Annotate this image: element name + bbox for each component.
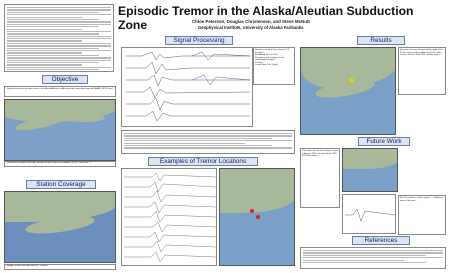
future-work-header: Future Work — [358, 137, 410, 146]
references-header: References — [352, 236, 410, 245]
examples-header: Examples of Tremor Locations — [148, 157, 258, 166]
poster-authors: Chloe Peterson, Douglas Christensen, and Steve McNutt — [192, 19, 310, 24]
future-work-text-2: We will continue to locate tremor ... in different times of the year ... — [398, 195, 446, 235]
station-coverage-map — [4, 191, 116, 263]
future-work-text: The events used in this study occurred in August, 2002, the most of the 1999-2001 slow event ... — [300, 148, 340, 208]
distribution-caption: Distribution of station coverage. Stations include 2006-2008 (BEAAR, MOOS, PASSCAL...) — [4, 161, 116, 167]
waveform-panel — [121, 47, 253, 127]
signal-step-4: Location — [255, 61, 263, 64]
references-text — [300, 247, 446, 269]
results-header: Results — [357, 36, 405, 45]
station-caption: BEAAR station coverage with red ... stations ... — [4, 264, 116, 270]
signal-steps — [253, 47, 295, 85]
examples-map — [219, 168, 295, 266]
waveform-traces — [122, 48, 254, 128]
signal-step-5: Locate Flow Calc. (Grid) — [255, 64, 278, 66]
future-work-traces — [343, 195, 397, 235]
objective-header: Objective — [42, 75, 88, 84]
poster-title: Episodic Tremor in the Alaska/Aleutian Subduction Zone — [118, 4, 414, 32]
examples-seismograms — [121, 168, 217, 266]
signal-processing-header: Signal Processing — [165, 36, 233, 45]
poster-affiliation: Geophysical Institute, University of Alaska Fairbanks — [198, 25, 304, 30]
distribution-map — [4, 99, 116, 161]
intro-text-block — [4, 4, 114, 72]
station-coverage-header: Station Coverage — [26, 180, 96, 189]
signal-description — [121, 130, 295, 154]
future-work-plot — [342, 194, 396, 234]
future-work-map — [342, 148, 398, 192]
example-traces — [122, 169, 218, 267]
results-text: Episodes of tremor located slightly updip of the 60 km contour of the subducting Pacific plate and just north of 1999-2001 episodic event. ... — [398, 47, 446, 95]
signal-step-1: Remove a single pulse of tremor (1-3 minutes) — [255, 49, 290, 54]
objective-text: Identify and locate episodic tremor in the Alaska/Aleutian subduction zone using data from the BEAAR, MOOS and ... — [4, 86, 116, 97]
signal-step-2: Broadband filter (1-5 Hz) — [255, 54, 278, 56]
signal-step-3: Smoothing and envelope (cross-correlating envelope) — [255, 56, 285, 61]
results-map — [300, 47, 396, 135]
